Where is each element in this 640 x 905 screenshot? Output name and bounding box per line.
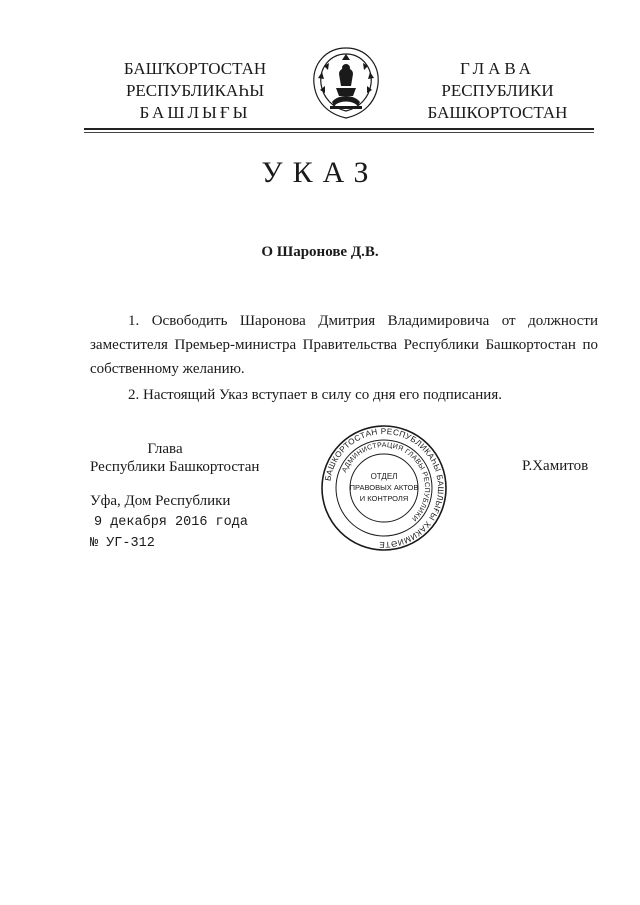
signature-title-line-1: Глава: [147, 441, 183, 457]
stamp-inner-text: АДМИНИСТРАЦИЯ ГЛАВЫ РЕСПУБЛИКИ: [341, 441, 431, 523]
header-divider-thick: [84, 128, 594, 130]
issue-details: [90, 491, 248, 554]
header-bashkir-block: [100, 58, 290, 124]
header-right-line-1: ГЛАВА: [460, 59, 535, 78]
issue-place: Уфа, Дом Республики: [90, 493, 231, 509]
signature-title-line-2: Республики Башкортостан: [90, 459, 260, 475]
header-divider-thin: [84, 132, 594, 133]
header-left-line-1: БАШҠОРТОСТАН: [123, 59, 267, 78]
document-number: № УГ-312: [90, 536, 155, 551]
official-stamp: [320, 424, 448, 552]
signature-title: [90, 440, 280, 476]
header-right-line-2: РЕСПУБЛИКИ: [441, 81, 554, 100]
document-body: [90, 309, 598, 407]
stamp-center-line-3: И КОНТРОЛЯ: [359, 494, 409, 503]
stamp-center-line-2: ПРАВОВЫХ АКТОВ: [349, 483, 419, 492]
paragraph-1: 1. Освободить Шаронова Дмитрия Владимировича от должности заместителя Премьер-министра Правительства Республики Башкортостан по собственному желанию.: [90, 313, 598, 377]
coat-of-arms-emblem-icon: [306, 44, 386, 124]
header-russian-block: [410, 58, 585, 124]
signatory-name: Р.Хамитов: [522, 458, 589, 474]
paragraph-2: 2. Настоящий Указ вступает в силу со дня его подписания.: [128, 387, 502, 403]
document-subject: О Шаронове Д.В.: [261, 244, 379, 260]
header-right-line-3: БАШКОРТОСТАН: [427, 103, 568, 122]
stamp-outer-text: БАШКОРТОСТАН РЕСПУБЛИКАҺЫ БАШЛЫҒЫ ХАКИМИӘТЕ: [323, 426, 446, 550]
document-title: УКАЗ: [261, 156, 379, 189]
header-left-line-3: БАШЛЫҒЫ: [139, 103, 251, 122]
header-left-line-2: РЕСПУБЛИКАҺЫ: [125, 81, 265, 100]
stamp-center-line-1: ОТДЕЛ: [370, 472, 398, 481]
issue-date: 9 декабря 2016 года: [94, 515, 248, 530]
